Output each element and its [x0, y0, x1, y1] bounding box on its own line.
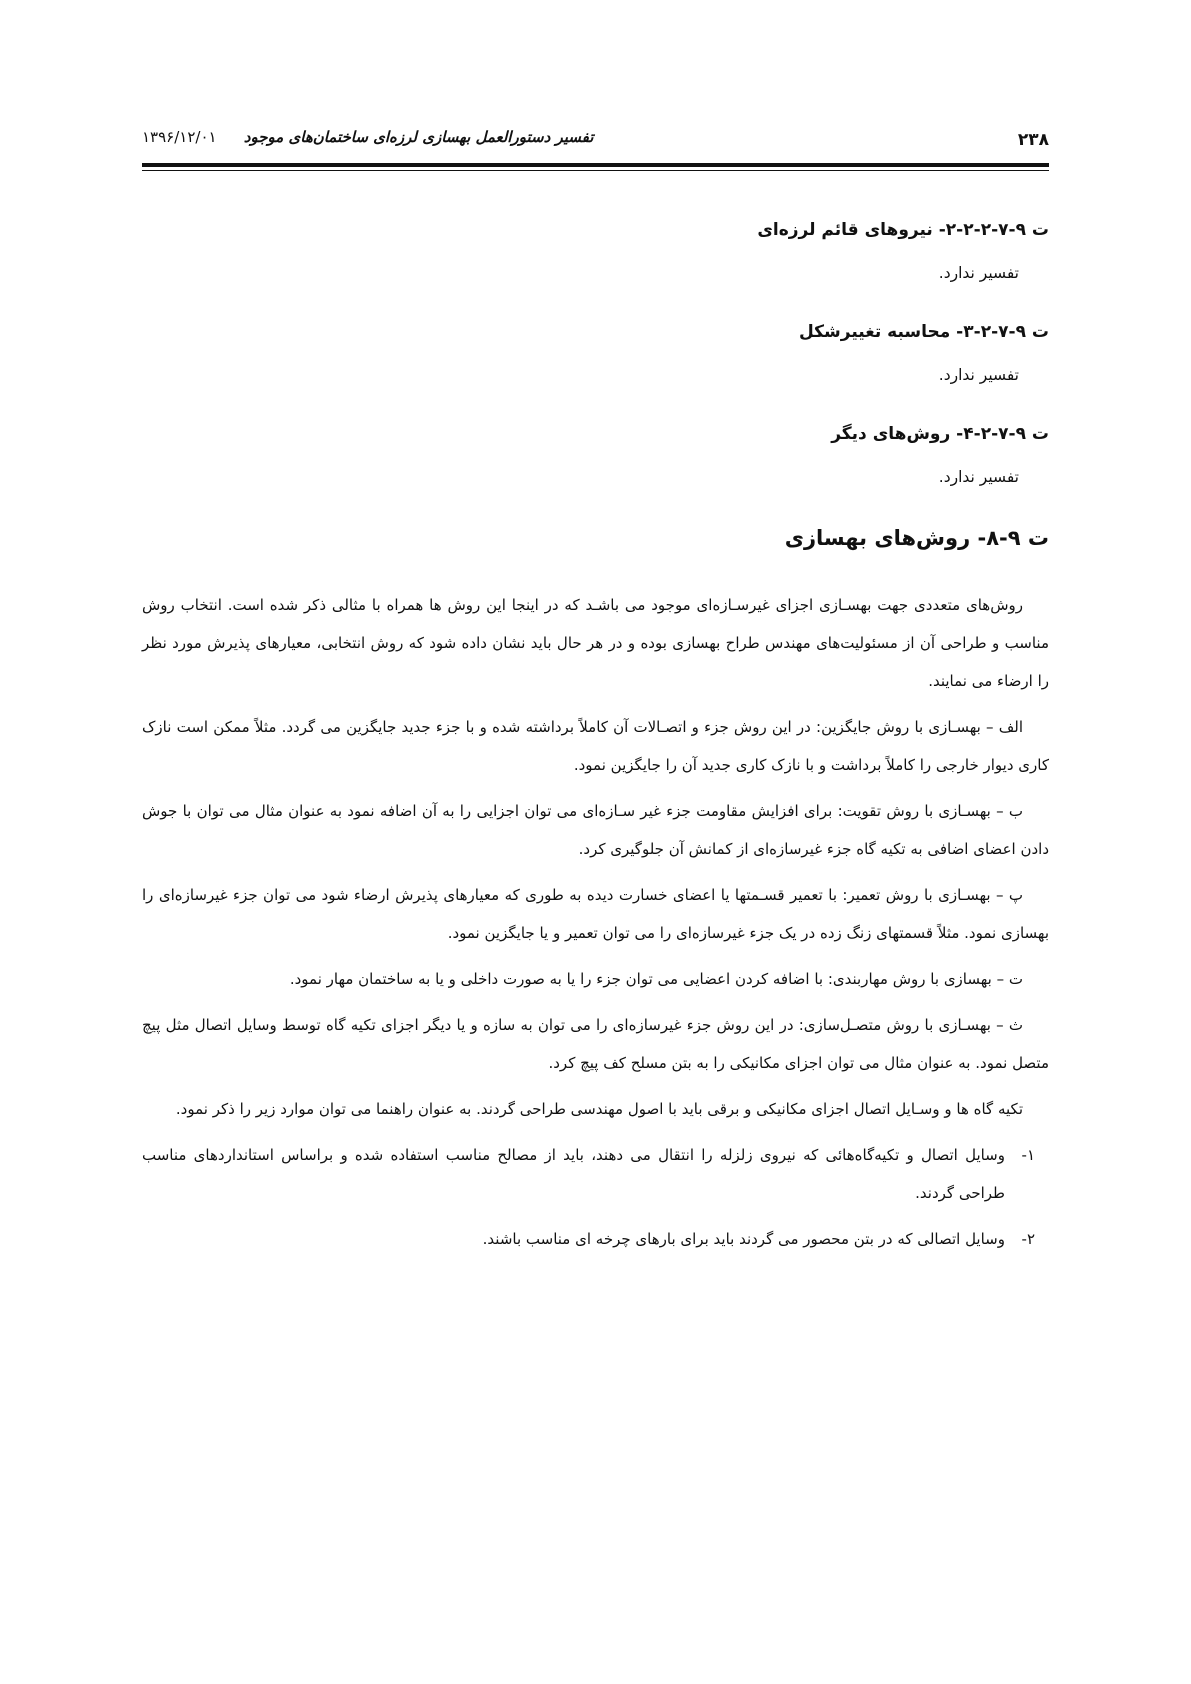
list-number: ۲-	[1021, 1230, 1035, 1248]
list-item	[142, 1136, 1049, 1212]
paragraph-pe: پ – بهسـازی با روش تعمیر: با تعمیر قسـمتها یا اعضای خسارت دیده به طوری که معیارهای پذیرش ارضاء شود می توان جزء غیرسازه‌ای را بهسازی نمود. مثلاً قسمتهای زنگ زده در یک جزء غیرسازه‌ای را می توان تعمیر و یا جایگزین نمود.	[142, 886, 1049, 942]
subsection-text-1: تفسیر ندارد.	[938, 264, 1019, 282]
paragraph-be: ب – بهسـازی با روش تقویت: برای افزایش مقاومت جزء غیر سـازه‌ای می توان اجزایی را به آن اضافه نمود به عنوان مثال می توان با جوش دادن اعضای اضافی به تکیه گاه جزء غیرسازه‌ای از کمانش آن جلوگیری کرد.	[142, 802, 1049, 858]
header-date: ۱۳۹۶/۱۲/۰۱	[142, 128, 217, 146]
paragraph-te: ت – بهسازی با روش مهاربندی: با اضافه کردن اعضایی می توان جزء را یا به صورت داخلی و یا به ساختمان مهار نمود.	[289, 970, 1023, 988]
page-header	[142, 122, 1049, 162]
subsection-text-3: تفسیر ندارد.	[938, 468, 1019, 486]
paragraph-alef: الف – بهسـازی با روش جایگزین: در این روش جزء و اتصـالات آن کاملاً برداشته شده و با جزء جدید جایگزین می گردد. مثلاً ممکن است نازک کاری دیوار خارجی را کاملاً برداشت و با نازک کاری جدید آن را جایگزین نمود.	[142, 718, 1049, 774]
subsection-heading-1: ت ۹-۷-۲-۲-۲- نیروهای قائم لرزه‌ای	[757, 220, 1049, 240]
subsection-text-2: تفسیر ندارد.	[938, 366, 1019, 384]
running-title-text: تفسیر دستورالعمل بهسازی لرزه‌ای ساختمان‌های موجود	[243, 128, 594, 146]
page-content	[142, 220, 1049, 1266]
header-rule-thin	[142, 170, 1049, 171]
paragraph-se: ث – بهسـازی با روش متصـل‌سازی: در این روش جزء غیرسازه‌ای را می توان به سازه و یا دیگر اجزای تکیه گاه توسط وسایل اتصال مثل پیچ متصل نمود. به عنوان مثال می توان اجزای مکانیکی را به بتن مسلح کف پیچ کرد.	[142, 1016, 1049, 1072]
page-number: ۲۳۸	[1017, 130, 1049, 150]
list-number: ۱-	[1021, 1146, 1035, 1164]
subsection-heading-2: ت ۹-۷-۲-۳- محاسبه تغییرشکل	[799, 322, 1049, 342]
list-text: وسایل اتصال و تکیه‌گاه‌هائی که نیروی زلزله را انتقال می دهند، باید از مصالح مناسب استفاده شده و براساس استانداردهای مناسب طراحی گردند.	[142, 1146, 1005, 1202]
list-text: وسایل اتصالی که در بتن محصور می گردند باید برای بارهای چرخه ای مناسب باشند.	[482, 1230, 1005, 1248]
section-heading: ت ۹-۸- روش‌های بهسازی	[784, 526, 1049, 550]
running-title	[142, 128, 593, 146]
header-rule-thick	[142, 163, 1049, 167]
paragraph-supports: تکیه گاه ها و وسـایل اتصال اجزای مکانیکی و برقی باید با اصول مهندسی طراحی گردند. به عنوان راهنما می توان موارد زیر را ذکر نمود.	[175, 1100, 1023, 1118]
list-item	[142, 1220, 1049, 1258]
paragraph-intro: روش‌های متعددی جهت بهسـازی اجزای غیرسـازه‌ای موجود می باشـد که در اینجا این روش ها همراه با مثالی ذکر شده است. انتخاب روش مناسب و طراحی آن از مسئولیت‌های مهندس طراح بهسازی بوده و در هر حال باید نشان داده شود که روش انتخابی، معیارهای پذیرش مورد نظر را ارضاء می نمایند.	[142, 596, 1049, 690]
subsection-heading-3: ت ۹-۷-۲-۴- روش‌های دیگر	[831, 424, 1049, 444]
